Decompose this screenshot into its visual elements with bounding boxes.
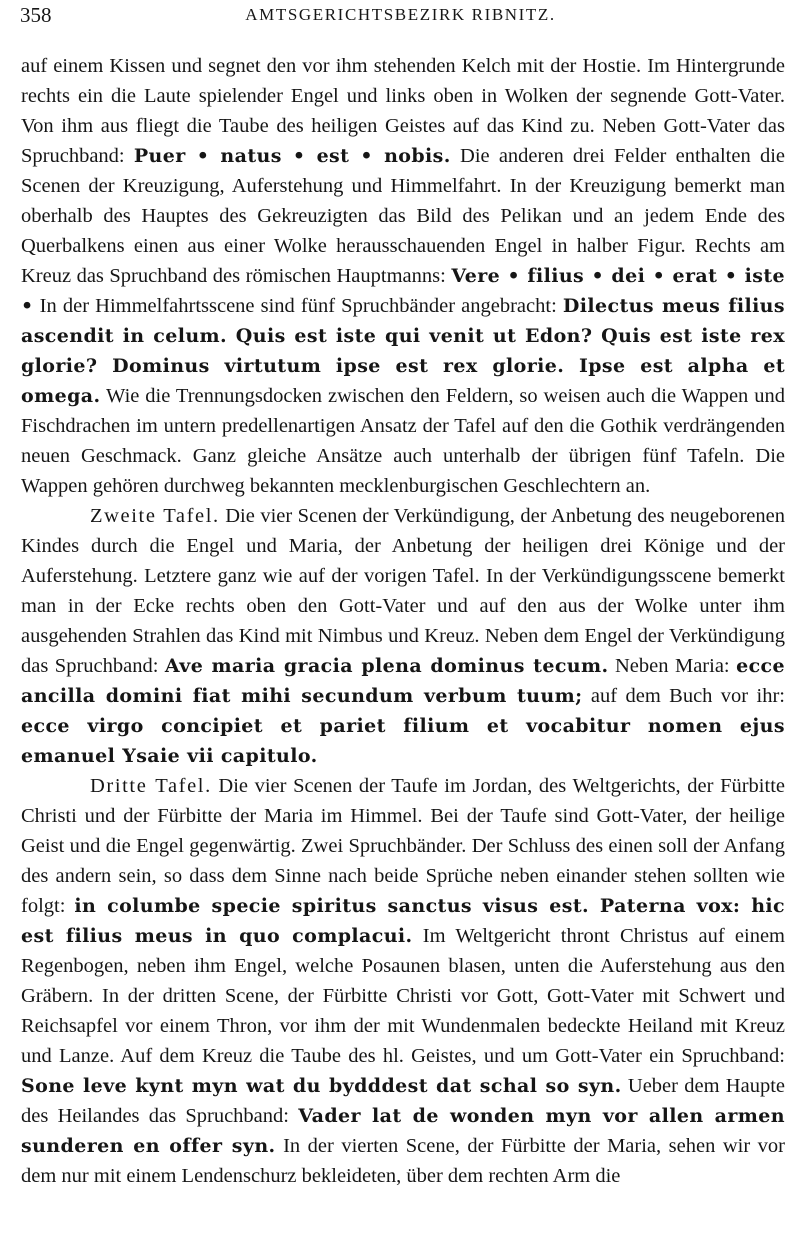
paragraph (21, 51, 785, 501)
paragraph (21, 501, 785, 771)
inscription-text: Vere • filius • dei • erat • iste • (21, 265, 785, 317)
inscription-text: ecce virgo concipiet et pariet filium et vocabitur nomen ejus emanuel Ysaie vii capitulo. (21, 715, 785, 767)
running-title: AMTSGERICHTSBEZIRK RIBNITZ. (245, 5, 556, 24)
paragraph-text: Die vier Scenen der Taufe im Jordan, des Weltgerichts, der Fürbitte Christi und der Fürbitte der Maria im Himmel. Bei der Taufe sind Gott-Vater, der heilige Geist und die Engel gegenwärtig. Zwei Spruchbänder. Der Schluss des einen soll der Anfang des andern sein, so dass dem Sinne nach beide Sprüche neben einander stehen sollten wie folgt: (21, 775, 785, 917)
paragraph-text: Die vier Scenen der Verkündigung, der Anbetung des neugeborenen Kindes durch die Engel und Maria, der Anbetung der heiligen drei Könige und der Auferstehung. Letztere ganz wie auf der vorigen Tafel. In der Verkündigungsscene bemerkt man in der Ecke rechts oben den Gott-Vater und auf den aus der Wolke unter ihm ausgehenden Strahlen das Kind mit Nimbus und Kreuz. Neben dem Engel der Verkündigung das Spruchband: (21, 505, 785, 677)
inscription-text: in columbe specie spiritus sanctus visus est. Paterna vox: hic est filius meus in quo complacui. (21, 895, 785, 947)
inscription-text: ecce ancilla domini fiat mihi secundum verbum tuum; (21, 655, 786, 707)
inscription-text: Ave maria gracia plena dominus tecum. (164, 655, 609, 677)
inscription-text: Vader lat de wonden myn vor allen armen sunderen en offer syn. (21, 1105, 785, 1157)
paragraph-text: In der Himmelfahrtsscene sind fünf Spruchbänder angebracht: (33, 295, 563, 317)
body-text (21, 51, 785, 1191)
page-number: 358 (20, 3, 52, 27)
paragraph (21, 771, 785, 1191)
running-header (20, 3, 781, 31)
inscription-text: Sone leve kynt myn wat du bydddest dat schal so syn. (21, 1075, 622, 1097)
section-label: Zweite Tafel. (90, 505, 220, 527)
paragraph-text: auf einem Kissen und segnet den vor ihm stehenden Kelch mit der Hostie. Im Hintergrunde rechts ein die Laute spielender Engel und links oben in Wolken der segnende Gott-Vater. Von ihm aus fliegt die Taube des heiligen Geistes auf das Kind zu. Neben Gott-Vater das Spruchband: (21, 55, 785, 167)
section-label: Dritte Tafel. (90, 775, 212, 797)
inscription-text: Puer • natus • est • nobis. (133, 145, 451, 167)
paragraph-text: In der vierten Scene, der Fürbitte der Maria, sehen wir vor dem nur mit einem Lendenschurz bekleideten, über dem rechten Arm die (21, 1135, 785, 1187)
paragraph-text: auf dem Buch vor ihr: (582, 685, 785, 707)
paragraph-text: Neben Maria: (608, 655, 737, 677)
paragraph-text: Im Weltgericht thront Christus auf einem Regenbogen, neben ihm Engel, welche Posaunen blasen, unten die Auferstehung aus den Gräbern. In der dritten Scene, der Fürbitte Christi vor Gott, Gott-Vater mit Schwert und Reichsapfel vor einem Thron, vor ihm der mit Wundenmalen bedeckte Heiland mit Kreuz und Lanze. Auf dem Kreuz die Taube des hl. Geistes, und um Gott-Vater ein Spruchband: (21, 925, 786, 1067)
inscription-text: Dilectus meus filius ascendit in celum. Quis est iste qui venit ut Edon? Quis est iste rex glorie? Dominus virtutum ipse est rex glorie. Ipse est alpha et omega. (21, 295, 785, 407)
paragraph-text: Die anderen drei Felder enthalten die Scenen der Kreuzigung, Auferstehung und Himmelfahrt. In der Kreuzigung bemerkt man oberhalb des Hauptes des Gekreuzigten das Bild des Pelikan und an jedem Ende des Querbalkens einen aus einer Wolke herausschauenden Engel in halber Figur. Rechts am Kreuz das Spruchband des römischen Hauptmanns: (21, 145, 785, 287)
paragraph-text: Ueber dem Haupte des Heilandes das Spruchband: (21, 1075, 786, 1127)
paragraph-text: Wie die Trennungsdocken zwischen den Feldern, so weisen auch die Wappen und Fischdrachen im untern predellenartigen Ansatz der Tafel auf den die Gothik verdrängenden neuen Geschmack. Ganz gleiche Ansätze auch unterhalb der übrigen fünf Tafeln. Die Wappen gehören durchweg bekannten mecklenburgischen Geschlechtern an. (21, 385, 785, 497)
